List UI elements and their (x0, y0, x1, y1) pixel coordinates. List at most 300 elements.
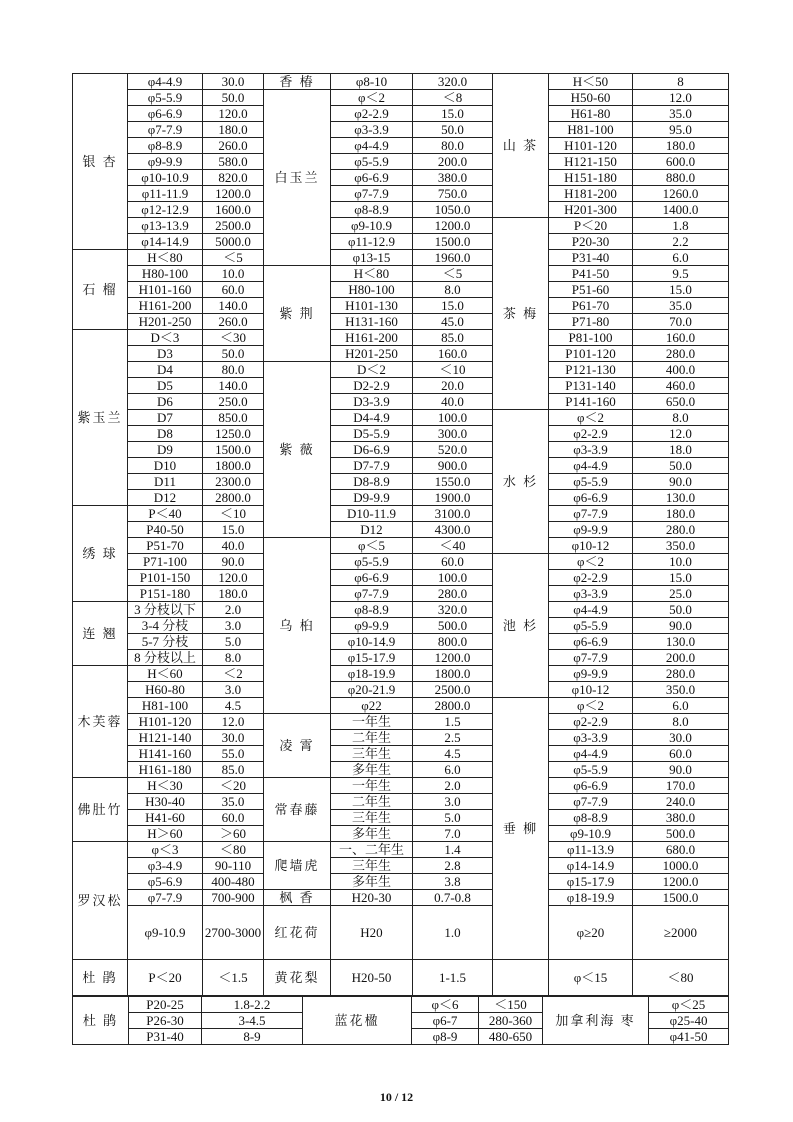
price-cell: 1.5 (413, 714, 493, 730)
price-cell: 2500.0 (203, 218, 264, 234)
price-cell: 95.0 (633, 122, 729, 138)
table-row (73, 960, 729, 996)
price-cell: 90.0 (633, 474, 729, 490)
spec-cell: D10-11.9 (331, 506, 413, 522)
price-cell: 5.0 (203, 634, 264, 650)
price-cell: 25.0 (633, 586, 729, 602)
spec-cell: φ4-4.9 (128, 74, 203, 90)
spec-cell: φ8-8.9 (549, 810, 633, 826)
species-name: 池 杉 (493, 554, 549, 698)
price-cell: 380.0 (633, 810, 729, 826)
price-cell: 8-9 (202, 1029, 303, 1045)
price-cell: ＜30 (203, 330, 264, 346)
price-cell: 2800.0 (203, 490, 264, 506)
price-cell: 280.0 (633, 522, 729, 538)
spec-cell: H30-40 (128, 794, 203, 810)
spec-cell: 8 分枝以上 (128, 650, 203, 666)
spec-cell: H101-160 (128, 282, 203, 298)
price-cell: 3-4.5 (202, 1013, 303, 1029)
spec-cell: φ≥20 (549, 906, 633, 960)
spec-cell: P41-50 (549, 266, 633, 282)
spec-cell: φ14-14.9 (128, 234, 203, 250)
spec-cell: H20 (331, 906, 413, 960)
spec-cell: P81-100 (549, 330, 633, 346)
spec-cell: H121-140 (128, 730, 203, 746)
spec-cell: φ7-7.9 (128, 122, 203, 138)
price-cell: 7.0 (413, 826, 493, 842)
table-row (73, 634, 729, 650)
price-cell: 1250.0 (203, 426, 264, 442)
spec-cell: P151-180 (128, 586, 203, 602)
spec-cell: P131-140 (549, 378, 633, 394)
spec-cell: φ6-6.9 (549, 634, 633, 650)
price-cell: 85.0 (413, 330, 493, 346)
spec-cell: H151-180 (549, 170, 633, 186)
species-name: 杜 鹃 (73, 997, 129, 1045)
spec-cell: D8-8.9 (331, 474, 413, 490)
spec-cell: H131-160 (331, 314, 413, 330)
price-cell: 120.0 (203, 570, 264, 586)
price-cell: 2.8 (413, 858, 493, 874)
species-name: 罗汉松 (73, 842, 128, 960)
spec-cell: 3-4 分枝 (128, 618, 203, 634)
price-cell: 12.0 (633, 90, 729, 106)
spec-cell: φ25-40 (649, 1013, 729, 1029)
table-row (73, 234, 729, 250)
price-cell: 15.0 (633, 570, 729, 586)
spec-cell: φ18-19.9 (549, 890, 633, 906)
price-cell: 15.0 (203, 522, 264, 538)
spec-cell: D4 (128, 362, 203, 378)
price-cell: 40.0 (203, 538, 264, 554)
price-cell: 15.0 (413, 106, 493, 122)
price-cell: 18.0 (633, 442, 729, 458)
spec-cell: φ10-14.9 (331, 634, 413, 650)
price-cell: 750.0 (413, 186, 493, 202)
price-cell: 1400.0 (633, 202, 729, 218)
spec-cell: φ5-6.9 (128, 874, 203, 890)
price-cell: ＜80 (203, 842, 264, 858)
table-row (73, 410, 729, 426)
spec-cell: D5 (128, 378, 203, 394)
table-row (73, 746, 729, 762)
price-cell: 320.0 (413, 602, 493, 618)
price-cell: 0.7-0.8 (413, 890, 493, 906)
spec-cell: D12 (128, 490, 203, 506)
spec-cell: φ8-10 (331, 74, 413, 90)
species-name: 佛肚竹 (73, 778, 128, 842)
price-cell: 50.0 (203, 346, 264, 362)
price-cell: 480-650 (479, 1029, 543, 1045)
spec-cell: φ11-11.9 (128, 186, 203, 202)
spec-cell: φ＜15 (549, 960, 633, 996)
species-name: 爬墙虎 (264, 842, 331, 890)
price-cell: 180.0 (203, 586, 264, 602)
spec-cell: φ10-12 (549, 538, 633, 554)
spec-cell: φ8-9 (412, 1029, 479, 1045)
price-cell: 10.0 (633, 554, 729, 570)
spec-cell: 一年生 (331, 778, 413, 794)
price-cell: 520.0 (413, 442, 493, 458)
price-cell: 4.5 (413, 746, 493, 762)
price-cell: ＞60 (203, 826, 264, 842)
price-cell: 1000.0 (633, 858, 729, 874)
price-cell: 5.0 (413, 810, 493, 826)
price-cell: 12.0 (633, 426, 729, 442)
species-name: 连 翘 (73, 602, 128, 666)
price-cell: 35.0 (633, 298, 729, 314)
spec-cell: H20-30 (331, 890, 413, 906)
spec-cell: P101-150 (128, 570, 203, 586)
species-name: 枫 香 (264, 890, 331, 906)
price-cell: 500.0 (633, 826, 729, 842)
spec-cell: 多年生 (331, 874, 413, 890)
price-cell: 3.0 (413, 794, 493, 810)
price-cell: 1050.0 (413, 202, 493, 218)
spec-cell: H201-250 (128, 314, 203, 330)
table-row (73, 698, 729, 714)
price-cell: 55.0 (203, 746, 264, 762)
price-cell: 8.0 (203, 650, 264, 666)
spec-cell: φ9-10.9 (549, 826, 633, 842)
price-cell: ＜5 (413, 266, 493, 282)
spec-cell: φ18-19.9 (331, 666, 413, 682)
price-cell: 3.8 (413, 874, 493, 890)
table-row (73, 842, 729, 858)
price-cell: 1-1.5 (413, 960, 493, 996)
price-cell: 30.0 (633, 730, 729, 746)
spec-cell: φ9-9.9 (331, 618, 413, 634)
species-name: 黄花梨 (264, 960, 331, 996)
spec-cell: D7-7.9 (331, 458, 413, 474)
species-name: 杜 鹃 (73, 960, 128, 996)
table-row (73, 266, 729, 282)
spec-cell: φ3-3.9 (549, 442, 633, 458)
price-cell: 35.0 (203, 794, 264, 810)
price-cell: 1260.0 (633, 186, 729, 202)
spec-cell: φ5-5.9 (331, 154, 413, 170)
spec-cell: φ10-12 (549, 682, 633, 698)
price-cell: 380.0 (413, 170, 493, 186)
price-cell: 580.0 (203, 154, 264, 170)
spec-cell: H61-80 (549, 106, 633, 122)
spec-cell: φ20-21.9 (331, 682, 413, 698)
price-cell: 680.0 (633, 842, 729, 858)
table-row (73, 522, 729, 538)
price-cell: 170.0 (633, 778, 729, 794)
table-row (73, 650, 729, 666)
spec-cell: φ13-15 (331, 250, 413, 266)
price-cell: 300.0 (413, 426, 493, 442)
price-cell: 90.0 (203, 554, 264, 570)
spec-cell: φ＜25 (649, 997, 729, 1013)
price-cell: 2700-3000 (203, 906, 264, 960)
table-row (73, 570, 729, 586)
species-name: 乌 桕 (264, 538, 331, 714)
price-cell: ＜20 (203, 778, 264, 794)
species-name: 茶 梅 (493, 218, 549, 410)
spec-cell: φ9-9.9 (549, 666, 633, 682)
price-cell: ＜2 (203, 666, 264, 682)
spec-cell: D9 (128, 442, 203, 458)
price-cell: 12.0 (203, 714, 264, 730)
price-cell: 180.0 (633, 506, 729, 522)
spec-cell: φ8-8.9 (331, 202, 413, 218)
price-cell: 460.0 (633, 378, 729, 394)
price-cell: 50.0 (413, 122, 493, 138)
spec-cell: D4-4.9 (331, 410, 413, 426)
table-row (73, 170, 729, 186)
spec-cell: 一年生 (331, 714, 413, 730)
spec-cell: P＜20 (128, 960, 203, 996)
table-row (73, 586, 729, 602)
spec-cell: D6 (128, 394, 203, 410)
table-row (73, 154, 729, 170)
price-cell: 160.0 (413, 346, 493, 362)
spec-cell: D7 (128, 410, 203, 426)
spec-cell: φ2-2.9 (331, 106, 413, 122)
spec-cell: φ＜2 (549, 554, 633, 570)
page-number: 10 / 12 (379, 1090, 414, 1104)
species-name: 山 茶 (493, 74, 549, 218)
price-cell: 140.0 (203, 378, 264, 394)
spec-cell: φ5-5.9 (331, 554, 413, 570)
spec-cell: P71-100 (128, 554, 203, 570)
price-cell: 120.0 (203, 106, 264, 122)
price-cell: 180.0 (633, 138, 729, 154)
table-row (73, 762, 729, 778)
price-cell: 4300.0 (413, 522, 493, 538)
price-cell: 100.0 (413, 570, 493, 586)
spec-cell: D12 (331, 522, 413, 538)
spec-cell: φ3-3.9 (331, 122, 413, 138)
price-cell: 820.0 (203, 170, 264, 186)
spec-cell: H60-80 (128, 682, 203, 698)
spec-cell: H81-100 (549, 122, 633, 138)
price-cell: 6.0 (633, 250, 729, 266)
table-row (73, 778, 729, 794)
spec-cell: φ3-3.9 (549, 586, 633, 602)
spec-cell: φ12-12.9 (128, 202, 203, 218)
spec-cell: 三年生 (331, 810, 413, 826)
price-cell: 350.0 (633, 682, 729, 698)
price-cell: 1500.0 (413, 234, 493, 250)
price-cell: 60.0 (413, 554, 493, 570)
spec-cell: φ＜3 (128, 842, 203, 858)
price-cell: 100.0 (413, 410, 493, 426)
spec-cell: φ7-7.9 (549, 650, 633, 666)
spec-cell: H161-180 (128, 762, 203, 778)
species-name: 银 杏 (73, 74, 128, 250)
spec-cell: 二年生 (331, 730, 413, 746)
table-row (73, 474, 729, 490)
species-name: 绣 球 (73, 506, 128, 602)
price-table (72, 73, 729, 996)
spec-cell: H＜80 (331, 266, 413, 282)
spec-cell: φ6-6.9 (331, 570, 413, 586)
price-cell: ＜10 (413, 362, 493, 378)
table-row (73, 602, 729, 618)
spec-cell: φ2-2.9 (549, 426, 633, 442)
table-row (73, 282, 729, 298)
spec-cell: φ4-4.9 (549, 746, 633, 762)
price-cell: 15.0 (413, 298, 493, 314)
spec-cell: φ3-4.9 (128, 858, 203, 874)
price-cell: 80.0 (413, 138, 493, 154)
price-cell: 650.0 (633, 394, 729, 410)
price-cell: 2.2 (633, 234, 729, 250)
price-cell: 1550.0 (413, 474, 493, 490)
spec-cell: D3-3.9 (331, 394, 413, 410)
spec-cell: H＜30 (128, 778, 203, 794)
price-cell: 280.0 (413, 586, 493, 602)
price-cell: 280.0 (633, 666, 729, 682)
species-name: 紫 薇 (264, 362, 331, 538)
price-cell: 500.0 (413, 618, 493, 634)
price-cell: 30.0 (203, 74, 264, 90)
price-cell: 85.0 (203, 762, 264, 778)
spec-cell: φ13-13.9 (128, 218, 203, 234)
spec-cell: P20-30 (549, 234, 633, 250)
price-cell: 3.0 (203, 618, 264, 634)
spec-cell: H81-100 (128, 698, 203, 714)
price-cell: 200.0 (633, 650, 729, 666)
spec-cell: φ5-5.9 (549, 618, 633, 634)
price-cell: 8.0 (633, 410, 729, 426)
price-cell: 1800.0 (203, 458, 264, 474)
spec-cell: D8 (128, 426, 203, 442)
price-cell: 3100.0 (413, 506, 493, 522)
price-cell: 35.0 (633, 106, 729, 122)
price-cell: ＜80 (633, 960, 729, 996)
species-name: 白玉兰 (264, 90, 331, 266)
price-cell: 8.0 (413, 282, 493, 298)
spec-cell: φ5-5.9 (549, 474, 633, 490)
price-cell: 8.0 (633, 714, 729, 730)
spec-cell: P61-70 (549, 298, 633, 314)
price-cell: ＜150 (479, 997, 543, 1013)
spec-cell: φ41-50 (649, 1029, 729, 1045)
spec-cell: H181-200 (549, 186, 633, 202)
spec-cell: φ15-17.9 (549, 874, 633, 890)
spec-cell: P51-60 (549, 282, 633, 298)
spec-cell: φ11-13.9 (549, 842, 633, 858)
table-row (73, 794, 729, 810)
price-cell: ＜5 (203, 250, 264, 266)
table-row (73, 858, 729, 874)
spec-cell: D9-9.9 (331, 490, 413, 506)
price-cell: 260.0 (203, 138, 264, 154)
price-cell: 850.0 (203, 410, 264, 426)
species-name: 常春藤 (264, 778, 331, 842)
price-cell: 2500.0 (413, 682, 493, 698)
table-row (73, 490, 729, 506)
table-row (73, 394, 729, 410)
spec-cell: H201-250 (331, 346, 413, 362)
price-cell: 1.0 (413, 906, 493, 960)
table-row (73, 826, 729, 842)
price-cell: 240.0 (633, 794, 729, 810)
spec-cell: 5-7 分枝 (128, 634, 203, 650)
table-row (73, 874, 729, 890)
spec-cell: φ7-7.9 (331, 186, 413, 202)
spec-cell: φ6-6.9 (549, 778, 633, 794)
spec-cell: P51-70 (128, 538, 203, 554)
price-cell: 50.0 (203, 90, 264, 106)
spec-cell: H161-200 (331, 330, 413, 346)
spec-cell: H80-100 (128, 266, 203, 282)
price-cell: 1.8-2.2 (202, 997, 303, 1013)
price-cell: 1900.0 (413, 490, 493, 506)
spec-cell: φ＜5 (331, 538, 413, 554)
spec-cell: φ15-17.9 (331, 650, 413, 666)
spec-cell: 3 分枝以下 (128, 602, 203, 618)
price-cell: 1960.0 (413, 250, 493, 266)
price-cell: 1200.0 (203, 186, 264, 202)
spec-cell: 一、二年生 (331, 842, 413, 858)
spec-cell: φ7-7.9 (549, 794, 633, 810)
spec-cell: φ5-5.9 (549, 762, 633, 778)
table-row (73, 298, 729, 314)
spec-cell: P71-80 (549, 314, 633, 330)
species-name: 加拿利海 枣 (543, 997, 649, 1045)
spec-cell: H80-100 (331, 282, 413, 298)
spec-cell: D11 (128, 474, 203, 490)
table-row (73, 538, 729, 554)
price-cell: 2800.0 (413, 698, 493, 714)
spec-cell: φ2-2.9 (549, 714, 633, 730)
spec-cell: P101-120 (549, 346, 633, 362)
spec-cell: P31-40 (549, 250, 633, 266)
spec-cell: P＜40 (128, 506, 203, 522)
table-row (73, 314, 729, 330)
price-cell: 180.0 (203, 122, 264, 138)
price-cell: 50.0 (633, 458, 729, 474)
price-cell: 1200.0 (633, 874, 729, 890)
spec-cell: H＜50 (549, 74, 633, 90)
spec-cell: φ6-7 (412, 1013, 479, 1029)
spec-cell: φ6-6.9 (128, 106, 203, 122)
spec-cell: φ＜2 (549, 698, 633, 714)
price-cell: 60.0 (203, 810, 264, 826)
spec-cell: φ＜2 (549, 410, 633, 426)
spec-cell: φ6-6.9 (549, 490, 633, 506)
table-row (73, 714, 729, 730)
price-cell: 9.5 (633, 266, 729, 282)
price-cell: ≥2000 (633, 906, 729, 960)
spec-cell: φ9-10.9 (331, 218, 413, 234)
price-cell: ＜1.5 (203, 960, 264, 996)
price-cell: 50.0 (633, 602, 729, 618)
species-name: 红花荷 (264, 906, 331, 960)
price-cell: 280.0 (633, 346, 729, 362)
spec-cell: φ11-12.9 (331, 234, 413, 250)
price-cell: 1500.0 (203, 442, 264, 458)
spec-cell: φ7-7.9 (549, 506, 633, 522)
spec-cell: D5-5.9 (331, 426, 413, 442)
spec-cell: H＞60 (128, 826, 203, 842)
spec-cell: P141-160 (549, 394, 633, 410)
spec-cell: φ7-7.9 (128, 890, 203, 906)
price-cell: ＜40 (413, 538, 493, 554)
price-cell: 60.0 (203, 282, 264, 298)
spec-cell: H＜80 (128, 250, 203, 266)
spec-cell: φ4-4.9 (331, 138, 413, 154)
table-row (73, 997, 729, 1013)
price-cell: 20.0 (413, 378, 493, 394)
table-row (73, 330, 729, 346)
spec-cell: H201-300 (549, 202, 633, 218)
